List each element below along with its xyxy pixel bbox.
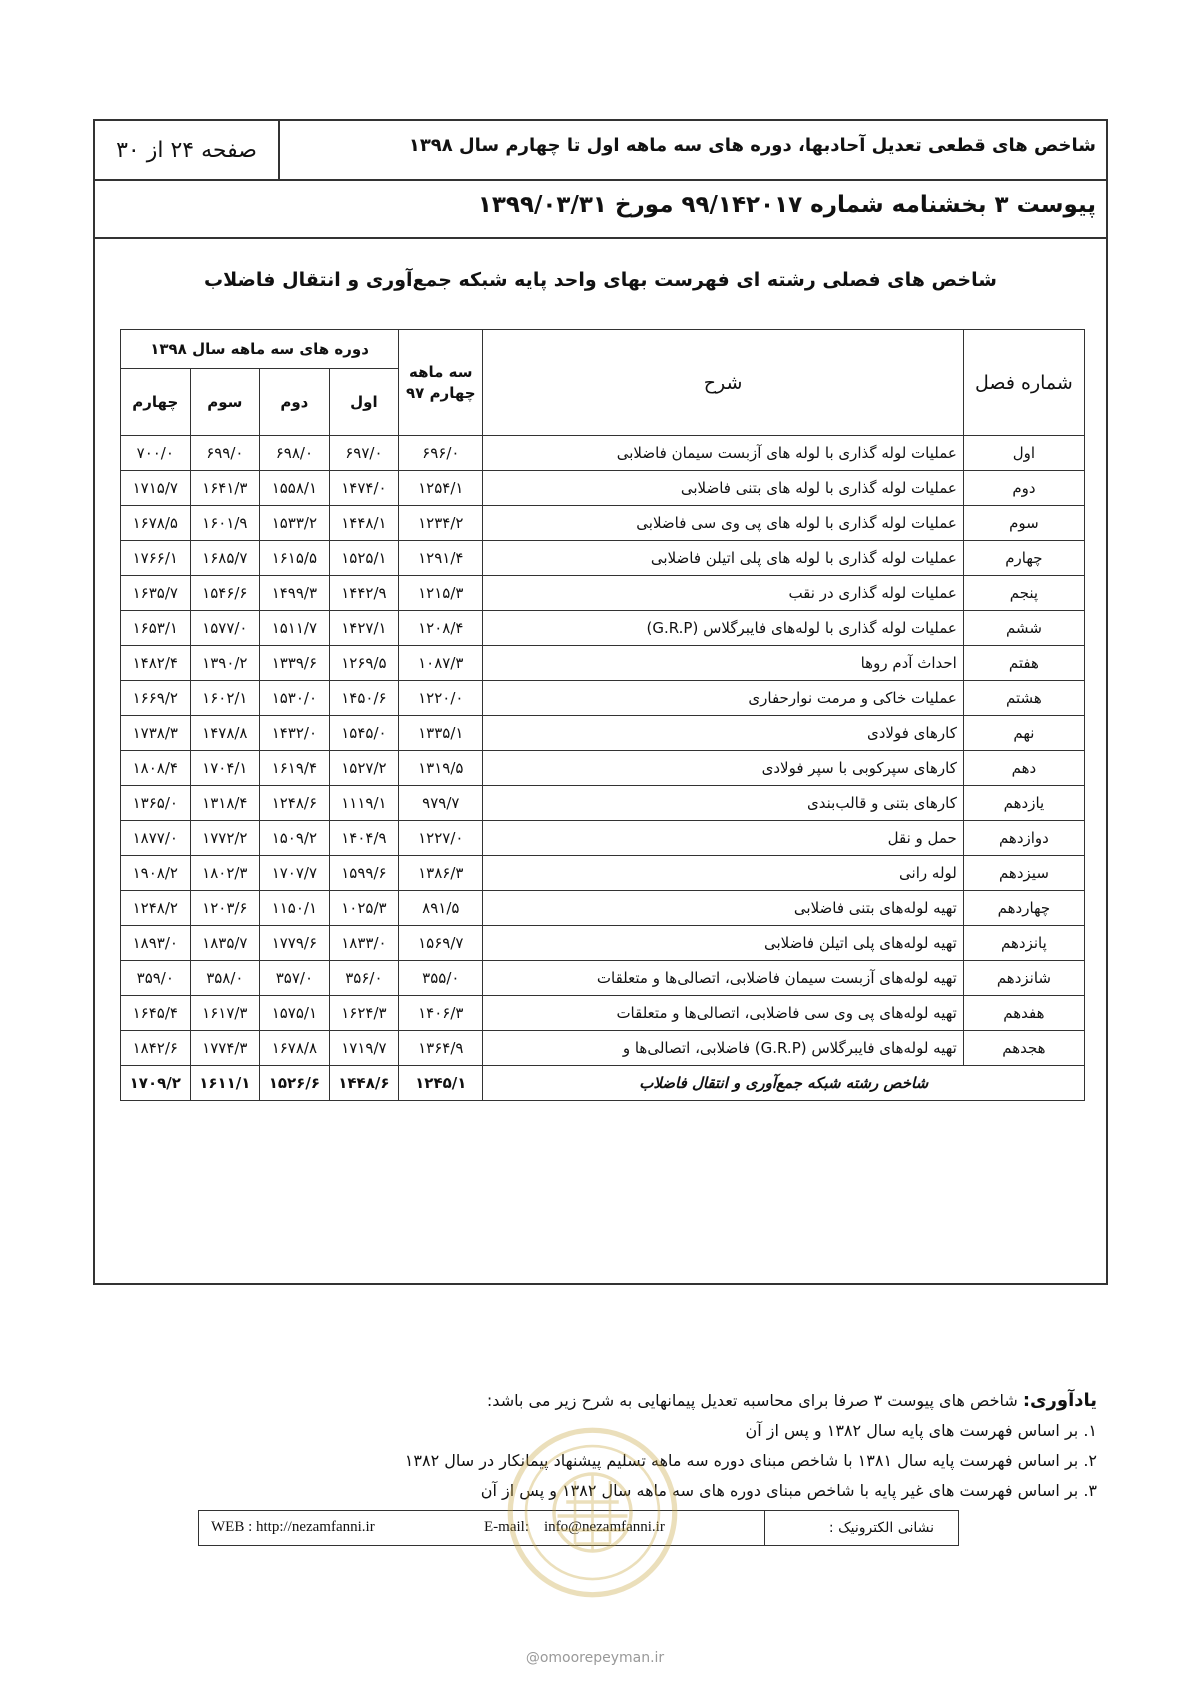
header-q4: چهارم xyxy=(121,369,191,436)
value-1398-q4: ۱۸۹۳/۰ xyxy=(121,926,191,961)
chapter-description: تهیه لوله‌های بتنی فاضلابی xyxy=(483,891,963,926)
chapter-description: تهیه لوله‌های فایبرگلاس (G.R.P) فاضلابی، اتصالی‌ها و xyxy=(483,1031,963,1066)
value-1398-q2: ۱۴۹۹/۳ xyxy=(260,576,330,611)
value-1398-q4: ۱۳۶۵/۰ xyxy=(121,786,191,821)
value-1398-q1: ۱۰۲۵/۳ xyxy=(329,891,399,926)
value-1398-q4: ۱۲۴۸/۲ xyxy=(121,891,191,926)
note-item: ۲. بر اساس فهرست پایه سال ۱۳۸۱ با شاخص مبنای دوره سه ماهه تسلیم پیشنهاد پیمانکار در سال ۱۳۸۲ xyxy=(404,1451,1097,1470)
value-1398-q1: ۳۵۶/۰ xyxy=(329,961,399,996)
chapter-description: تهیه لوله‌های آزبست سیمان فاضلابی، اتصالی‌ها و متعلقات xyxy=(483,961,963,996)
value-1398-q2: ۱۶۱۹/۴ xyxy=(260,751,330,786)
chapter-number: هفتم xyxy=(963,646,1084,681)
value-1398-q3: ۱۶۰۲/۱ xyxy=(190,681,260,716)
value-1398-q4: ۱۶۵۳/۱ xyxy=(121,611,191,646)
table-row xyxy=(121,576,1085,611)
value-1398-q1: ۱۷۱۹/۷ xyxy=(329,1031,399,1066)
value-q4-1397: ۱۲۲۷/۰ xyxy=(399,821,483,856)
value-1398-q1: ۱۴۰۴/۹ xyxy=(329,821,399,856)
value-1398-q3: ۶۹۹/۰ xyxy=(190,436,260,471)
chapter-description: کارهای فولادی xyxy=(483,716,963,751)
value-q4-1397: ۶۹۶/۰ xyxy=(399,436,483,471)
value-1398-q3: ۱۸۳۵/۷ xyxy=(190,926,260,961)
table-row xyxy=(121,856,1085,891)
header-q1: اول xyxy=(329,369,399,436)
table-row xyxy=(121,786,1085,821)
chapter-number: هجدهم xyxy=(963,1031,1084,1066)
value-1398-q1: ۱۵۴۵/۰ xyxy=(329,716,399,751)
page-number: صفحه ۲۴ از ۳۰ xyxy=(95,121,280,179)
chapter-description: تهیه لوله‌های پلی اتیلن فاضلابی xyxy=(483,926,963,961)
page-frame xyxy=(93,119,1108,1285)
value-1398-q2: ۳۵۷/۰ xyxy=(260,961,330,996)
value-1398-q2: ۱۵۳۳/۲ xyxy=(260,506,330,541)
chapter-number: دوازدهم xyxy=(963,821,1084,856)
value-1398-q4: ۱۷۱۵/۷ xyxy=(121,471,191,506)
chapter-number: چهاردهم xyxy=(963,891,1084,926)
table-row xyxy=(121,646,1085,681)
chapter-description: تهیه لوله‌های پی وی سی فاضلابی، اتصالی‌ها و متعلقات xyxy=(483,996,963,1031)
header-q4-1397 xyxy=(399,330,483,436)
value-1398-q3: ۱۶۰۱/۹ xyxy=(190,506,260,541)
table-row xyxy=(121,1031,1085,1066)
header-q3: سوم xyxy=(190,369,260,436)
value-1398-q4: ۱۷۶۶/۱ xyxy=(121,541,191,576)
value-1398-q2: ۱۷۷۹/۶ xyxy=(260,926,330,961)
value-1398-q4: ۱۸۴۲/۶ xyxy=(121,1031,191,1066)
value-1398-q3: ۱۶۸۵/۷ xyxy=(190,541,260,576)
notes-lead-bold: یادآوری: xyxy=(1022,1390,1097,1411)
chapter-number: چهارم xyxy=(963,541,1084,576)
table-row xyxy=(121,821,1085,856)
chapter-number: پنجم xyxy=(963,576,1084,611)
value-1398-q2: ۱۶۱۵/۵ xyxy=(260,541,330,576)
value-q4-1397: ۱۳۳۵/۱ xyxy=(399,716,483,751)
total-row xyxy=(121,1066,1085,1101)
email-label: E-mail: xyxy=(484,1519,529,1535)
value-1398-q1: ۱۵۲۷/۲ xyxy=(329,751,399,786)
value-1398-q1: ۱۸۳۳/۰ xyxy=(329,926,399,961)
chapter-number: شانزدهم xyxy=(963,961,1084,996)
table-row xyxy=(121,961,1085,996)
value-1398-q1: ۱۵۹۹/۶ xyxy=(329,856,399,891)
value-1398-q2: ۱۴۳۲/۰ xyxy=(260,716,330,751)
value-1398-q4: ۱۷۳۸/۳ xyxy=(121,716,191,751)
value-q4-1397: ۱۲۰۸/۴ xyxy=(399,611,483,646)
value-1398-q1: ۱۲۶۹/۵ xyxy=(329,646,399,681)
value-1398-q3: ۱۶۱۷/۳ xyxy=(190,996,260,1031)
value-1398-q3: ۱۳۱۸/۴ xyxy=(190,786,260,821)
value-1398-q1: ۱۴۲۷/۱ xyxy=(329,611,399,646)
value-1398-q3: ۱۸۰۲/۳ xyxy=(190,856,260,891)
total-1398-q2: ۱۵۲۶/۶ xyxy=(260,1066,330,1101)
value-1398-q2: ۱۲۴۸/۶ xyxy=(260,786,330,821)
chapter-description: لوله رانی xyxy=(483,856,963,891)
header-q4-1397-text: سه ماهه چهارم ۹۷ xyxy=(406,362,476,402)
value-q4-1397: ۸۹۱/۵ xyxy=(399,891,483,926)
chapter-number: دهم xyxy=(963,751,1084,786)
total-1398-q4: ۱۷۰۹/۲ xyxy=(121,1066,191,1101)
notes-lead-text: شاخص های پیوست ۳ صرفا برای محاسبه تعدیل پیمانهایی به شرح زیر می باشد: xyxy=(486,1391,1023,1410)
chapter-description: کارهای بتنی و قالب‌بندی xyxy=(483,786,963,821)
chapter-description: عملیات لوله گذاری در نقب xyxy=(483,576,963,611)
note-item: ۳. بر اساس فهرست های غیر پایه با شاخص مبنای دوره های سه ماهه سال ۱۳۸۲ و پس از آن xyxy=(480,1481,1097,1500)
value-1398-q3: ۳۵۸/۰ xyxy=(190,961,260,996)
chapter-number: دوم xyxy=(963,471,1084,506)
value-1398-q1: ۶۹۷/۰ xyxy=(329,436,399,471)
chapter-number: سیزدهم xyxy=(963,856,1084,891)
chapter-description: عملیات لوله گذاری با لوله های بتنی فاضلابی xyxy=(483,471,963,506)
value-q4-1397: ۱۳۸۶/۳ xyxy=(399,856,483,891)
total-label: شاخص رشته شبکه جمع‌آوری و انتقال فاضلاب xyxy=(483,1066,1085,1101)
section-title: شاخص های فصلی رشته ای فهرست بهای واحد پایه شبکه جمع‌آوری و انتقال فاضلاب xyxy=(204,269,997,291)
value-q4-1397: ۱۲۲۰/۰ xyxy=(399,681,483,716)
table-row xyxy=(121,716,1085,751)
chapter-description: حمل و نقل xyxy=(483,821,963,856)
chapter-number: نهم xyxy=(963,716,1084,751)
value-1398-q1: ۱۴۷۴/۰ xyxy=(329,471,399,506)
value-q4-1397: ۱۳۶۴/۹ xyxy=(399,1031,483,1066)
value-1398-q2: ۱۳۳۹/۶ xyxy=(260,646,330,681)
value-1398-q2: ۱۵۷۵/۱ xyxy=(260,996,330,1031)
value-1398-q2: ۱۵۱۱/۷ xyxy=(260,611,330,646)
chapter-number: اول xyxy=(963,436,1084,471)
watermark: @omoorepeyman.ir xyxy=(525,1650,665,1666)
value-1398-q4: ۷۰۰/۰ xyxy=(121,436,191,471)
table-row xyxy=(121,471,1085,506)
value-q4-1397: ۱۲۱۵/۳ xyxy=(399,576,483,611)
value-1398-q4: ۱۹۰۸/۲ xyxy=(121,856,191,891)
chapter-number: ششم xyxy=(963,611,1084,646)
value-1398-q3: ۱۵۴۶/۶ xyxy=(190,576,260,611)
circular-reference: پیوست ۳ بخشنامه شماره ۹۹/۱۴۲۰۱۷ مورخ ۱۳۹۹/۰۳/۳۱ xyxy=(477,192,1096,218)
value-1398-q4: ۱۶۴۵/۴ xyxy=(121,996,191,1031)
chapter-number: سوم xyxy=(963,506,1084,541)
value-1398-q4: ۱۸۷۷/۰ xyxy=(121,821,191,856)
table-row xyxy=(121,541,1085,576)
value-1398-q3: ۱۷۷۲/۲ xyxy=(190,821,260,856)
value-1398-q1: ۱۶۲۴/۳ xyxy=(329,996,399,1031)
header-description: شرح xyxy=(483,330,963,436)
value-1398-q3: ۱۲۰۳/۶ xyxy=(190,891,260,926)
note-item: ۱. بر اساس فهرست های پایه سال ۱۳۸۲ و پس از آن xyxy=(745,1421,1097,1440)
notes-lead xyxy=(405,1386,1097,1416)
contact-label: نشانی الکترونیک : xyxy=(764,1511,958,1545)
chapter-description: کارهای سپرکوبی با سپر فولادی xyxy=(483,751,963,786)
chapter-description: عملیات لوله گذاری با لوله های آزبست سیمان فاضلابی xyxy=(483,436,963,471)
chapter-number: هشتم xyxy=(963,681,1084,716)
total-1398-q1: ۱۴۴۸/۶ xyxy=(329,1066,399,1101)
table-row xyxy=(121,611,1085,646)
value-1398-q1: ۱۵۲۵/۱ xyxy=(329,541,399,576)
seal-logo xyxy=(505,1425,680,1600)
chapter-description: عملیات لوله گذاری با لوله های پی وی سی فاضلابی xyxy=(483,506,963,541)
value-1398-q3: ۱۴۷۸/۸ xyxy=(190,716,260,751)
circular-row xyxy=(95,181,1106,239)
value-q4-1397: ۱۳۱۹/۵ xyxy=(399,751,483,786)
value-1398-q2: ۱۷۰۷/۷ xyxy=(260,856,330,891)
value-1398-q3: ۱۷۰۴/۱ xyxy=(190,751,260,786)
table-row xyxy=(121,996,1085,1031)
value-1398-q4: ۱۴۸۲/۴ xyxy=(121,646,191,681)
value-1398-q1: ۱۱۱۹/۱ xyxy=(329,786,399,821)
email-link[interactable]: info@nezamfanni.ir xyxy=(544,1519,665,1535)
value-q4-1397: ۱۲۵۴/۱ xyxy=(399,471,483,506)
chapter-description: عملیات لوله گذاری با لوله های پلی اتیلن فاضلابی xyxy=(483,541,963,576)
total-q4-1397: ۱۲۴۵/۱ xyxy=(399,1066,483,1101)
chapter-number: یازدهم xyxy=(963,786,1084,821)
value-q4-1397: ۳۵۵/۰ xyxy=(399,961,483,996)
value-1398-q3: ۱۵۷۷/۰ xyxy=(190,611,260,646)
chapter-number: پانزدهم xyxy=(963,926,1084,961)
chapter-description: عملیات خاکی و مرمت نوارحفاری xyxy=(483,681,963,716)
total-1398-q3: ۱۶۱۱/۱ xyxy=(190,1066,260,1101)
website-link[interactable]: WEB : http://nezamfanni.ir xyxy=(211,1519,375,1535)
value-1398-q4: ۱۸۰۸/۴ xyxy=(121,751,191,786)
value-1398-q4: ۱۶۶۹/۲ xyxy=(121,681,191,716)
document-title: شاخص های قطعی تعدیل آحادبها، دوره های سه ماهه اول تا چهارم سال ۱۳۹۸ xyxy=(408,135,1096,156)
value-1398-q3: ۱۶۴۱/۳ xyxy=(190,471,260,506)
index-table xyxy=(120,329,1085,1101)
value-1398-q2: ۱۶۷۸/۸ xyxy=(260,1031,330,1066)
value-1398-q1: ۱۴۴۲/۹ xyxy=(329,576,399,611)
value-q4-1397: ۱۰۸۷/۳ xyxy=(399,646,483,681)
header-chapter-number: شماره فصل xyxy=(963,330,1084,436)
value-1398-q2: ۱۵۵۸/۱ xyxy=(260,471,330,506)
table-row xyxy=(121,891,1085,926)
value-1398-q2: ۶۹۸/۰ xyxy=(260,436,330,471)
value-q4-1397: ۹۷۹/۷ xyxy=(399,786,483,821)
table-row xyxy=(121,436,1085,471)
header-q2: دوم xyxy=(260,369,330,436)
value-1398-q2: ۱۱۵۰/۱ xyxy=(260,891,330,926)
value-q4-1397: ۱۵۶۹/۷ xyxy=(399,926,483,961)
value-1398-q3: ۱۷۷۴/۳ xyxy=(190,1031,260,1066)
header-row xyxy=(95,121,1106,181)
value-1398-q1: ۱۴۵۰/۶ xyxy=(329,681,399,716)
table-row xyxy=(121,681,1085,716)
value-1398-q2: ۱۵۳۰/۰ xyxy=(260,681,330,716)
value-q4-1397: ۱۲۹۱/۴ xyxy=(399,541,483,576)
value-1398-q2: ۱۵۰۹/۲ xyxy=(260,821,330,856)
chapter-number: هفدهم xyxy=(963,996,1084,1031)
chapter-description: احداث آدم روها xyxy=(483,646,963,681)
value-1398-q4: ۳۵۹/۰ xyxy=(121,961,191,996)
value-q4-1397: ۱۲۳۴/۲ xyxy=(399,506,483,541)
value-1398-q4: ۱۶۷۸/۵ xyxy=(121,506,191,541)
table-row xyxy=(121,751,1085,786)
chapter-description: عملیات لوله گذاری با لوله‌های فایبرگلاس (G.R.P) xyxy=(483,611,963,646)
header-1398-quarters: دوره های سه ماهه سال ۱۳۹۸ xyxy=(121,330,399,369)
table-body xyxy=(121,436,1085,1101)
value-q4-1397: ۱۴۰۶/۳ xyxy=(399,996,483,1031)
value-1398-q1: ۱۴۴۸/۱ xyxy=(329,506,399,541)
value-1398-q3: ۱۳۹۰/۲ xyxy=(190,646,260,681)
table-row xyxy=(121,506,1085,541)
table-row xyxy=(121,926,1085,961)
value-1398-q4: ۱۶۳۵/۷ xyxy=(121,576,191,611)
